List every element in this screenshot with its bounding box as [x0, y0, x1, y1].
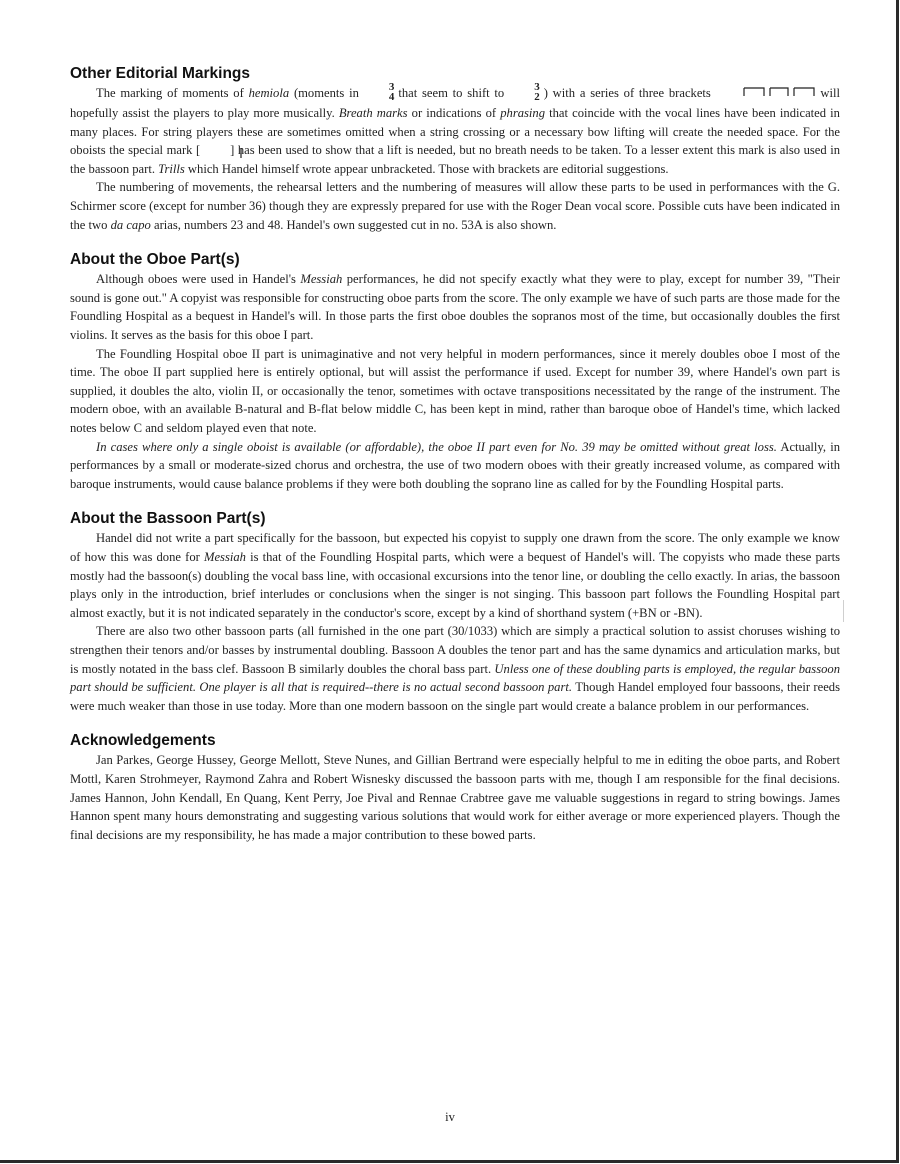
section-bassoon-parts: [70, 509, 840, 715]
time-signature: [363, 82, 395, 102]
text-run: that coincide with the vocal lines have been indicated in many places. For string players these are sometimes omitted when a string crossing or a necessary bow lifting will create the needed space. For the oboists the special mark [: [70, 106, 840, 158]
italic-term: Messiah: [203, 549, 246, 564]
meter-numerator: 3: [388, 81, 395, 94]
text-run: Handel did not write a part specifically for the bassoon, but expected his copyist to supply one drawn from the score. The only example we know of how this was done for: [70, 531, 840, 564]
italic-term: phrasing: [500, 106, 546, 121]
document-body: [70, 64, 840, 860]
section-heading: About the Bassoon Part(s): [70, 510, 266, 528]
paragraph: [70, 438, 840, 494]
meter-denominator: 4: [388, 91, 395, 104]
paragraph: [70, 81, 840, 178]
margin-mark: [843, 600, 844, 622]
text-run: The marking of moments of: [96, 86, 244, 100]
section-heading: Other Editorial Markings: [70, 65, 251, 82]
italic-term: da capo: [110, 217, 151, 232]
text-run: ) with a series of three brackets: [543, 86, 711, 100]
section-acknowledgements: [70, 731, 840, 844]
section-editorial-markings: [70, 64, 840, 234]
italic-term: hemiola: [248, 86, 290, 100]
section-heading: Acknowledgements: [70, 732, 216, 750]
italic-term: Trills: [158, 161, 185, 176]
italic-term: Breath marks: [338, 106, 408, 121]
text-run: The numbering of movements, the rehearsal letters and the numbering of measures will allow these parts to be used in performances with the G. Schirmer score (except for number 36) though they are expressly prepared for use with the Roger Dean vocal score. Possible cuts have been indicated in the two: [70, 180, 840, 232]
paragraph: Jan Parkes, George Hussey, George Mellott, Steve Nunes, and Gillian Bertrand were especially helpful to me in editing the oboe parts, and Robert Mottl, Karen Strohmeyer, Raymond Zahra and Robert Wisnesky discussed the bassoon parts with me, though I am responsible for the final decisions. James Hannon, John Kendall, En Quang, Kent Perry, Joe Pival and Rennae Crabtree gave me valuable suggestions in regard to string bowings. James Hannon spent many hours demonstrating and suggesting various solutions that would work for either average or more experienced players. Though the final decisions are my responsibility, he has made a major contribution to these bowed parts.: [70, 753, 840, 842]
text-run: ] has been used to show that a lift is needed, but no breath needs to be taken. To a lesser extent this mark is also used in the bassoon part.: [70, 143, 840, 176]
paragraph: [70, 178, 840, 234]
meter-denominator: 2: [534, 91, 540, 104]
text-run: Actually, in performances by a small or moderate-sized chorus and orchestra, the use of two modern oboes with their greatly increased volume, as compared with baroque instruments, would cause balance problems if they were both doubling the soprano line as called for by the Foundling Hospital parts.: [70, 439, 840, 491]
text-run: is that of the Foundling Hospital parts, which were a bequest of Handel's will. The copyists who made these parts mostly had the bassoon(s) doubling the vocal bass line, with occasional excursions into the tenor line, or doubling the cello exactly. In arias, the bassoon plays only in the introduction, brief interludes or conclusions when the singer is not singing. This bassoon part follows the Foundling Hospital part almost exactly, but it is not indicated separately in the conductor's score, except by a kind of shorthand system (+BN or -BN).: [70, 549, 840, 620]
hemiola-brackets-icon: [716, 84, 816, 103]
text-run: that seem to shift to: [398, 86, 505, 100]
text-run: which Handel himself wrote appear unbracketed. Those with brackets are editorial suggestions.: [187, 161, 669, 176]
text-run: (moments in: [293, 86, 359, 100]
page-number: iv: [445, 1110, 455, 1124]
meter-numerator: 3: [534, 81, 540, 94]
text-run: or indications of: [411, 106, 497, 121]
text-run: Although oboes were used in Handel's: [96, 272, 296, 287]
section-oboe-parts: [70, 250, 840, 493]
text-run: Though Handel employed four bassoons, their reeds were much weaker than those in use today. More than one modern bassoon on the single part would create a balance problem in our performances.: [70, 680, 841, 713]
lift-mark-icon: [200, 145, 230, 155]
italic-sentence: Unless one of these doubling parts is employed, the regular bassoon part should be sufficient. One player is all that is required--there is no actual second bassoon part.: [70, 661, 840, 695]
section-heading: About the Oboe Part(s): [70, 251, 240, 269]
italic-term: Messiah: [300, 272, 343, 287]
text-run: performances, he did not specify exactly what they were to play, except for number 39, "Their sound is gone out." A copyist was responsible for constructing oboe parts from the score. The only example we have of such parts are those made for the Foundling Hospital as a bequest in Handel's will. In those parts the first oboe doubles the sopranos most of the time, but occasionally doubles the first violins. It serves as the basis for this oboe I part.: [70, 272, 840, 343]
text-run: arias, numbers 23 and 48. Handel's own suggested cut in no. 53A is also shown.: [153, 217, 557, 232]
text-run: There are also two other bassoon parts (all furnished in the one part (30/1033) which are simply a practical solution to assist choruses wishing to strengthen their tenors and/or basses by instrumental doubling. Bassoon A doubles the tenor part and has the same dynamics and articulation marks, but is mostly notated in the bass clef. Bassoon B similarly doubles the choral bass part.: [70, 624, 840, 676]
paragraph: [70, 622, 840, 715]
time-signature: [508, 82, 540, 102]
italic-sentence: In cases where only a single oboist is available (or affordable), the oboe II part even for No. 39 may be omitted without great loss.: [96, 439, 777, 454]
paragraph: [70, 529, 840, 622]
text-run: will hopefully assist the players to play more musically.: [70, 86, 840, 121]
paragraph: [70, 270, 840, 344]
paragraph: The Foundling Hospital oboe II part is unimaginative and not very helpful in modern performances, since it merely doubles oboe I most of the time. The oboe II part supplied here is entirely optional, but will assist the performance if used. Except for number 39, where Handel's own part is supplied, it doubles the alto, violin II, or occasionally the tenor, sometimes with octave transpositions necessitated by the range of the instrument. The modern oboe, with an available B-natural and B-flat below middle C, has been kept in mind, rather than baroque oboe of Handel's time, which lacked notes below C and seldom played even that note.: [70, 346, 840, 436]
